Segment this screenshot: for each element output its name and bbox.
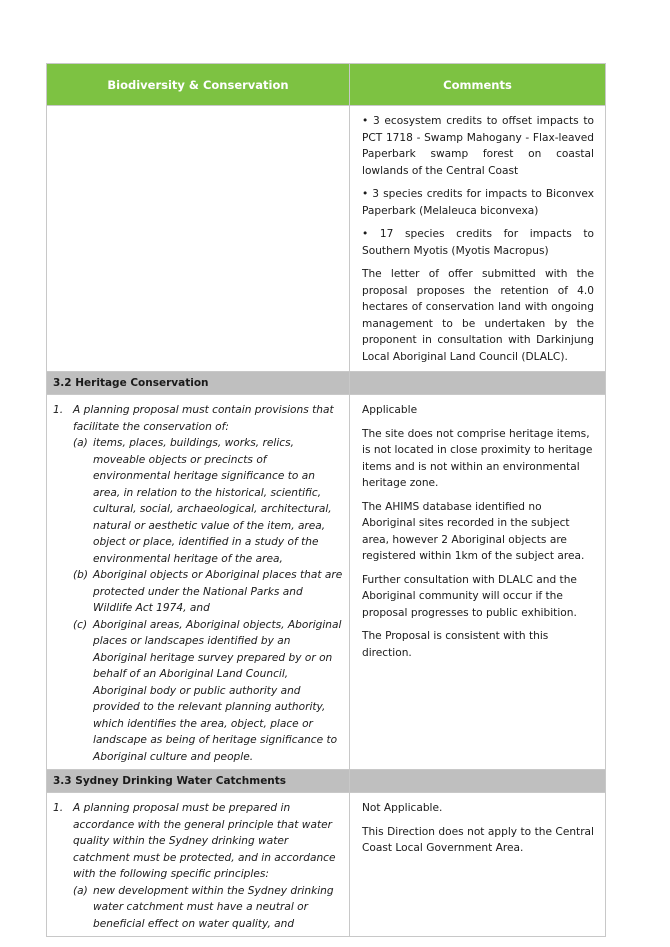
comment-heritage-items: The site does not comprise heritage items, is not located in close proximity to heritage items and is not within an environmental heritage zone. [362, 427, 593, 489]
water-row [47, 793, 606, 937]
header-biodiversity: Biodiversity & Conservation [47, 64, 350, 106]
comment-consultation: Further consultation with DLALC and the Aboriginal community will occur if the proposal progresses to public exhibition. [362, 573, 577, 619]
continuation-provision-cell [47, 106, 350, 372]
offer-paragraph: The letter of offer submitted with the proposal proposes the retention of 4.0 hectares of conservation land with ongoing management to be undertaken by the proponent in consultation with Darkinjung Local Aboriginal Land Council (DLALC). [362, 268, 594, 363]
document-page [46, 63, 605, 937]
provision-number: 1. [53, 404, 64, 416]
heritage-comment-cell [350, 395, 606, 770]
heritage-provision-cell [47, 395, 350, 770]
subitem-a [73, 883, 343, 933]
credit-bullet-1: • 3 ecosystem credits to offset impacts to PCT 1718 - Swamp Mahogany - Flax-leaved Paperbark swamp forest on coastal lowlands of the Central Coast [362, 115, 594, 177]
table-header-row [47, 64, 606, 106]
subitem-c [73, 617, 343, 766]
comment-ahims: The AHIMS database identified no Aboriginal sites recorded in the subject area, however 2 Aboriginal objects are registered within 1km of the subject area. [362, 500, 585, 562]
credit-bullet-3: • 17 species credits for impacts to Southern Myotis (Myotis Macropus) [362, 228, 594, 257]
section-title-heritage: 3.2 Heritage Conservation [47, 372, 350, 395]
comment-consistent: The Proposal is consistent with this direction. [362, 630, 549, 659]
continuation-comment-cell [350, 106, 606, 372]
comment-not-applicable: Not Applicable. [362, 802, 443, 814]
subitem-text: Aboriginal areas, Aboriginal objects, Aboriginal places or landscapes identified by an Aboriginal heritage survey prepared by or on behalf of an Aboriginal Land Council, Aboriginal body or public authority and provided to the relevant planning authority, which identifies the area, object, place or landscape as being of heritage significance to Aboriginal culture and people. [93, 618, 342, 763]
subitem-letter: (c) [73, 618, 88, 631]
section-heading-row [47, 372, 606, 395]
continuation-row [47, 106, 606, 372]
section-title-blank [350, 770, 606, 793]
section-heading-row [47, 770, 606, 793]
header-comments: Comments [350, 64, 606, 106]
section-title-blank [350, 372, 606, 395]
subitem-a [73, 435, 343, 567]
subitem-text: Aboriginal objects or Aboriginal places that are protected under the National Parks and Wildlife Act 1974, and [93, 569, 343, 614]
heritage-row [47, 395, 606, 770]
subitem-b [73, 567, 343, 617]
water-comment-cell [350, 793, 606, 937]
comment-applicable: Applicable [362, 404, 418, 416]
provision-intro: A planning proposal must be prepared in accordance with the general principle that water quality within the Sydney drinking water catchment must be protected, and in accordance with the following specific principles: [73, 802, 336, 880]
comment-central-coast: This Direction does not apply to the Central Coast Local Government Area. [362, 825, 594, 854]
subitem-letter: (a) [73, 884, 88, 897]
provision-item [53, 800, 343, 932]
subitem-text: items, places, buildings, works, relics, moveable objects or precincts of environmental heritage significance to an area, in relation to the historical, scientific, cultural, social, archaeological, architectural, natural or aesthetic value of the item, area, object or place, identified in a study of the environmental heritage of the area, [93, 437, 332, 565]
subitem-letter: (a) [73, 437, 88, 449]
subitem-text: new development within the Sydney drinking water catchment must have a neutral or beneficial effect on water quality, and [93, 884, 334, 930]
provision-number: 1. [53, 802, 64, 814]
direction-table [46, 63, 606, 937]
provision-item [53, 402, 343, 765]
credit-bullet-2: • 3 species credits for impacts to Biconvex Paperbark (Melaleuca biconvexa) [362, 188, 594, 217]
subitem-letter: (b) [73, 569, 88, 581]
section-title-water: 3.3 Sydney Drinking Water Catchments [47, 770, 350, 793]
water-provision-cell [47, 793, 350, 937]
provision-intro: A planning proposal must contain provisions that facilitate the conservation of: [73, 404, 334, 433]
